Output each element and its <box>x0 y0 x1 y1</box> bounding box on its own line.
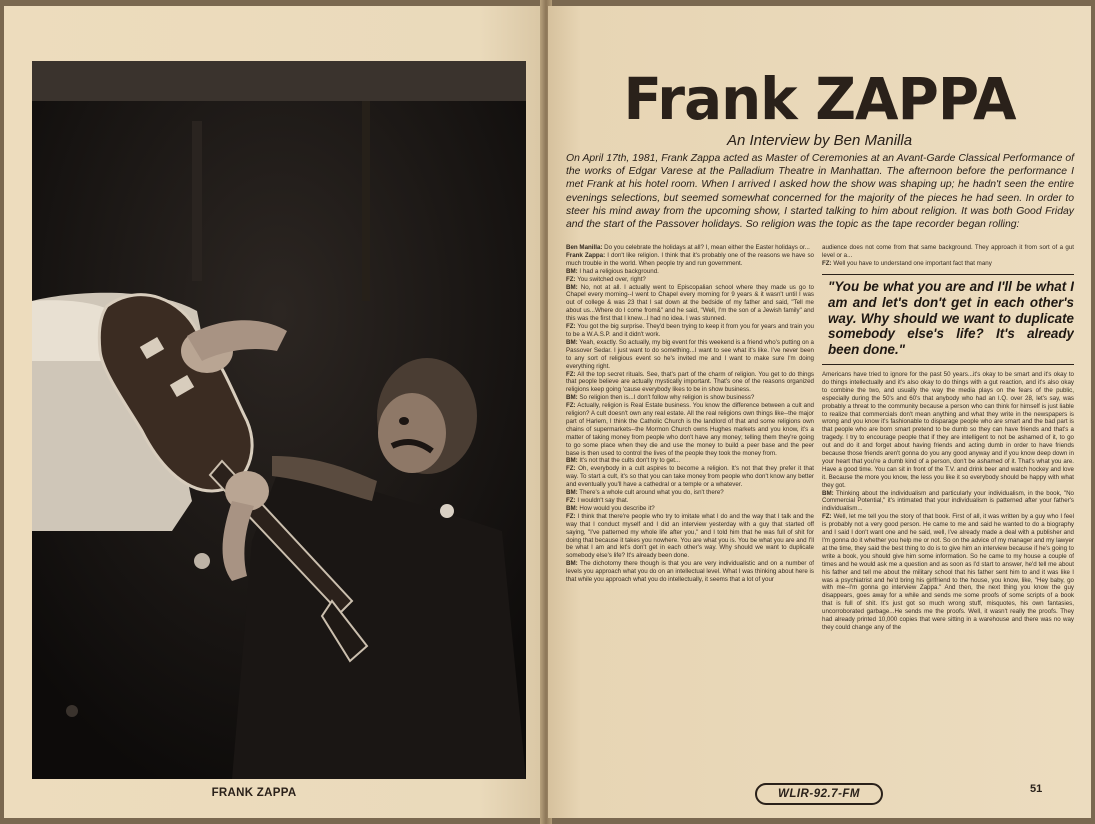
paragraph-text: I don't like religion. I think that it's probably one of the reasons we have so much trouble in the world. When people try and run government. <box>566 251 814 267</box>
interview-paragraph <box>566 371 814 395</box>
speaker-label: BM: <box>566 394 578 402</box>
interview-paragraph <box>566 560 814 584</box>
speaker-label: BM: <box>822 489 834 497</box>
paragraph-text: You got the big surprise. They'd been trying to keep it from you for years and train you to be a W.A.S.P. and it didn't work. <box>566 323 814 338</box>
speaker-label: BM: <box>566 504 578 512</box>
speaker-label: FZ: <box>566 497 576 504</box>
interview-paragraph <box>566 465 814 489</box>
paragraph-text: Do you celebrate the holidays at all? I, mean either the Easter holidays or... <box>602 244 810 251</box>
paragraph-text: I think that there're people who try to imitate what I do and the way that I talk and the way that I conduct myself and I did an interview yesterday with a guy that started off saying, "I've patterned my whole life after you," and I told him that he was full of shit for doing that because it takes you nowhere. You are what you is. You be what you are and I'll be what I am and let's don't get in each other's way. Why should we want to duplicate somebody else's life? It's already been done. <box>566 512 814 560</box>
interview-paragraph <box>566 244 814 252</box>
speaker-label: FZ: <box>822 259 832 267</box>
interview-column-right <box>822 244 1074 784</box>
guitarist-photo-image <box>32 61 526 779</box>
speaker-label: Ben Manilla: <box>566 244 603 251</box>
paragraph-text: You switched over, right? <box>575 275 646 283</box>
interview-paragraph <box>822 490 1074 514</box>
paragraph-text: I wouldn't say that. <box>575 497 629 504</box>
speaker-label: BM: <box>566 267 578 275</box>
station-logo: WLIR-92.7-FM <box>755 783 883 805</box>
paragraph-text: Thinking about the individualism and particularly your individualism, in the book, "No Commercial Potential," it's intimated that your individualism is patterned after your father's individualism... <box>822 489 1074 513</box>
interview-paragraph <box>566 505 814 513</box>
speaker-label: FZ: <box>566 370 576 378</box>
photo-caption-text: FRANK ZAPPA <box>211 787 297 799</box>
interview-paragraph <box>566 457 814 465</box>
interview-paragraph <box>566 252 814 268</box>
column-right-lead-text: audience does not come from that same background. They approach it from sort of a gut level or a... <box>822 244 1074 259</box>
paragraph-text: So religion then is...I don't follow why religion is show business? <box>577 394 755 402</box>
interview-paragraph <box>566 268 814 276</box>
speaker-label: FZ: <box>566 323 576 331</box>
concert-photo <box>32 61 526 779</box>
speaker-label: BM: <box>566 560 578 568</box>
speaker-label: FZ: <box>822 513 832 521</box>
column-right-lead <box>822 244 1074 272</box>
paragraph-text: Actually, religion is Real Estate business. You know the difference between a cult and religion? A cult doesn't own any real estate. All the real religions own things like--the major part of Harlem, I think the Catholic Church is the landlord of that and some religions own chains of supermarkets--the Mormon Church owns Hughes markets and you know, it's a matter of taking money from people who don't have any money; telling them they're going to go some place when they die and use the money to build a peer base and the peer base is then used to control the lives of the people they took the money from. <box>566 402 814 457</box>
interview-paragraph <box>566 489 814 497</box>
interview-paragraph <box>566 513 814 560</box>
paragraph-text: No, not at all. I actually went to Episcopalian school where they made us go to Chapel every morning--I went to Chapel every morning for 9 years & it wasn't until I was out of college & was 23 that I sat down at the bedside of my father and said, "Tell me about us...Where do I come from&" and he said, "Well, I'm the son of a Jewish family" and this was the first that I knew...I had no idea. I was stunned. <box>566 283 814 323</box>
interview-paragraph <box>566 323 814 339</box>
paragraph-text: Yeah, exactly. So actually, my big event for this weekend is a friend who's putting on a Passover Sedar. I just want to do something...I want to see what it's like. I've never been to any sort of religious event so he's invited me and I want to make sure I'm doing everything right. <box>566 338 814 370</box>
interview-paragraph <box>566 284 814 324</box>
paragraph-text: Oh, everybody in a cult aspires to become a religion. It's not that they prefer it that way. To start a cult, it's so that you can take money from people who don't know any better and eventually you'll have a cathedral or a temple or a whatever. <box>566 465 814 489</box>
paragraph-text: How would you describe it? <box>577 504 655 512</box>
speaker-label: BM: <box>566 338 578 346</box>
column-right-body <box>822 371 1074 632</box>
interview-paragraph <box>566 276 814 284</box>
paragraph-text: It's not that the cults don't try to get... <box>577 457 681 465</box>
speaker-label: FZ: <box>566 512 576 520</box>
article-title: Frank ZAPPA <box>623 65 1016 133</box>
interview-paragraph <box>822 371 1074 490</box>
interview-paragraph <box>566 394 814 402</box>
speaker-label: Frank Zappa: <box>566 251 606 259</box>
speaker-label: BM: <box>566 283 578 291</box>
speaker-label: BM: <box>566 489 578 497</box>
article-subtitle: An Interview by Ben Manilla <box>726 132 913 149</box>
interview-column-left <box>566 244 814 784</box>
photo-caption <box>4 787 544 799</box>
interview-paragraph <box>566 339 814 371</box>
paragraph-text: Well, let me tell you the story of that book. First of all, it was written by a guy who I feel is probably not a very good person. He came to me and said he wanted to do a biography and I said I don't want one and he said, well, I've already made a deal with a publisher and I'm gonna do it whether you help me or not. So on the advice of my manager and my lawyer at the time, they said the best thing to do is to give him an interview because if he's going to write a book, you should give him some information. So he came to my house a couple of times and he would ask me a question and as soon as I'd start to answer, he'd tell me about his father and tell me about the military school that his father sent him to and it was like I was a psychiatrist and he'd bring his girlfriend to the house, you know, like, "Hey baby, go with me--I'm gonna go interview Zappa." And then, the next thing you know the guy disappears, goes away for a while and sends me some proofs of some scripts of a book that is full of shit. It's just got so much wrong stuff, misquotes, his own fantasies, uncorroborated garbage...He sends me the proofs. Well, it wasn't really the proofs. They had already printed 10,000 copies that were sitting in a warehouse and there was no way they could change any of the <box>822 513 1074 631</box>
speaker-label: FZ: <box>566 402 576 410</box>
paragraph-text: I had a religious background. <box>577 267 659 275</box>
paragraph-text: All the top secret rituals. See, that's part of the charm of religion. You get to do things that people believe are actually mystically important. That's one of the reasons organized religions keep going 'cause everybody likes to be in show business. <box>566 370 814 394</box>
interview-paragraph <box>566 497 814 505</box>
speaker-label: BM: <box>566 457 578 465</box>
interview-paragraph <box>822 513 1074 632</box>
article-intro: On April 17th, 1981, Frank Zappa acted as Master of Ceremonies at an Avant-Garde Classical Performance of the works of Edgar Varese at the Palladium Theatre in Manhattan. The afternoon before the performance I met Frank at his hotel room. When I arrived I asked how the show was shaping up; he hadn't seen the entire evenings selections, but seemed somewhat concerned for the majority of the pieces he had seen. In order to steer his mind away from the upcoming show, I started talking to him about religion. It was both Good Friday and the start of the Passover holidays. So religion was the topic as the tape recorder began rolling: <box>566 153 1074 231</box>
paragraph-text: The dichotomy there though is that you are very individualistic and on a number of levels you approach what you do on an intellectual level. What I was thinking about here is that while you approach what you do intellectually, it seems that a lot of your <box>566 560 814 584</box>
paragraph-text: There's a whole cult around what you do, isn't there? <box>577 489 724 497</box>
column-right-lead-fz-text: Well you have to understand one important fact that many <box>833 259 992 267</box>
pull-quote: "You be what you are and I'll be what I am and let's don't get in each other's way. Why should we want to duplicate somebody else's life? It's already been done." <box>822 274 1074 365</box>
interview-paragraph <box>566 402 814 457</box>
speaker-label: FZ: <box>566 465 576 473</box>
speaker-label: FZ: <box>566 275 576 283</box>
column-right-lead-fz <box>822 260 1074 268</box>
right-page <box>548 6 1091 818</box>
page-number: 51 <box>1030 783 1043 795</box>
paragraph-text: Americans have tried to ignore for the past 50 years...it's okay to be smart and it's okay to do things intellectually and it's also okay to do things with a gut reaction, and it's also okay to combine the two, and usually the way the media plays on the fears of the public, especially during the 50's and 60's that anybody who had an I.Q. over 28, let's say, was probably a threat to the community because a person who can think for himself is just liable to realize that commercials don't mean anything and what they write in the newspapers is wrong and you know it's fashionable to disparage people who are smart and the bad part is that people who are born smart pretend to be dumb so they can have friends and that's a tragedy. I try to encourage people that if they are intelligent to not be ashamed of it, to go out and do it and forget about having friends and acting dumb in order to have friends because those friends aren't gonna do you any good anyway and if you know deep down in your heart that you're a dumb kind of a person, don't be ashamed of it. That's what you are. Have a good time. You can sit in front of the T.V. and drink beer and watch hockey and love it. Because the more you know, the less you like it so everybody should be happy with what they got. <box>822 370 1074 489</box>
left-page <box>4 6 544 818</box>
